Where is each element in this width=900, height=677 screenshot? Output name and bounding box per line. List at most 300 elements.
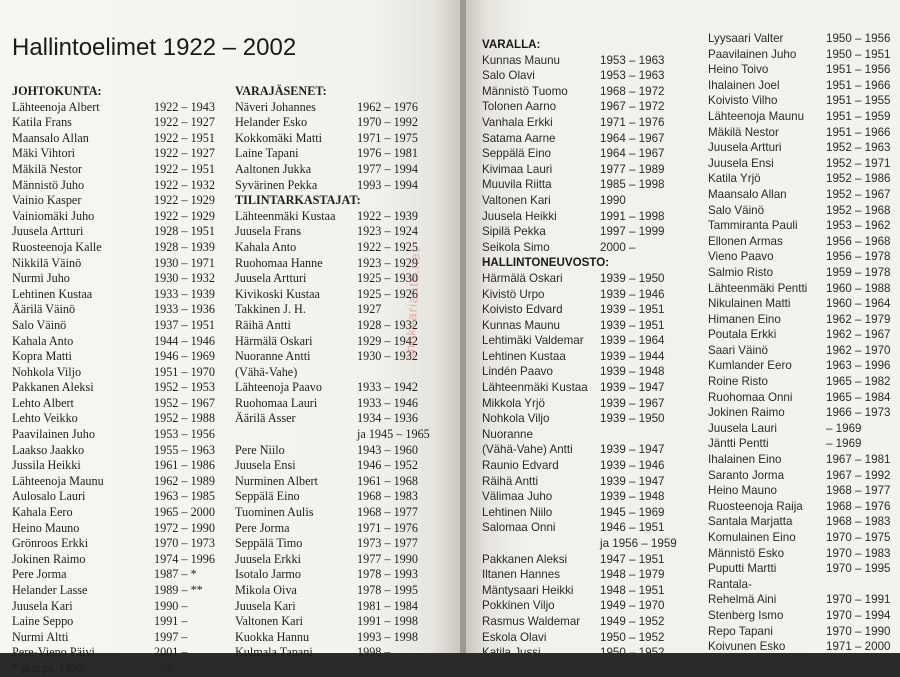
member-name: Sipilä Pekka xyxy=(482,225,546,239)
member-years: 1967 – 1981 xyxy=(826,453,891,467)
member-years: 1939 – 1948 xyxy=(600,490,665,504)
member-years: 1968 – 1977 xyxy=(357,505,418,520)
member-years: 1953 – 1963 xyxy=(600,53,665,67)
member-years: 1990 xyxy=(600,193,626,207)
member-row xyxy=(235,287,460,303)
member-name: Kulmala Tapani xyxy=(235,645,313,660)
member-years: 1993 – 1998 xyxy=(357,629,418,644)
member-row xyxy=(708,625,900,641)
member-name: Rantala- xyxy=(708,577,752,591)
member-years: 1939 – 1964 xyxy=(600,334,665,348)
member-row xyxy=(12,302,232,318)
member-row xyxy=(482,69,697,85)
member-name: Ruosteenoja Raija xyxy=(708,499,803,513)
member-row xyxy=(482,506,697,522)
member-row xyxy=(482,194,697,210)
member-years: 1974 – 1996 xyxy=(154,551,215,566)
member-years: 1945 – 1969 xyxy=(600,505,665,519)
member-years: – 1969 xyxy=(826,421,862,435)
member-row xyxy=(482,490,697,506)
member-name: Seppälä Eino xyxy=(235,489,300,504)
member-name: Laine Seppo xyxy=(12,614,74,629)
member-row xyxy=(235,458,460,474)
member-name: Komulainen Eino xyxy=(708,531,796,544)
member-row xyxy=(235,349,460,365)
member-years: 1963 – 1985 xyxy=(154,489,215,504)
member-years: 1950 – 1951 xyxy=(826,47,891,61)
member-name: Tammiranta Pauli xyxy=(708,219,798,233)
member-name: Koivisto Edvard xyxy=(482,303,563,317)
member-years: 1952 – 1986 xyxy=(826,172,891,186)
member-row xyxy=(708,437,900,453)
member-row xyxy=(12,443,232,459)
member-row xyxy=(708,32,900,48)
member-years: 1965 – 1984 xyxy=(826,390,891,404)
member-name: Salo Väinö xyxy=(708,203,765,217)
member-years: 1930 – 1932 xyxy=(357,349,418,364)
member-years: 1949 – 1970 xyxy=(600,599,665,613)
member-row xyxy=(482,54,697,70)
member-years: 1922 – 1925 xyxy=(357,239,418,254)
member-years: 1968 – 1983 xyxy=(826,515,891,529)
member-row xyxy=(482,646,697,662)
member-years: 1968 – 1972 xyxy=(600,84,665,98)
member-row xyxy=(482,381,697,397)
member-name: Kunnas Maunu xyxy=(482,318,560,332)
member-row xyxy=(708,250,900,266)
member-name: Koivisto Vilho xyxy=(708,94,778,108)
member-years: 1939 – 1951 xyxy=(600,318,665,332)
member-years: 1939 – 1967 xyxy=(600,396,665,410)
member-name: Nikkilä Väinö xyxy=(12,255,82,270)
member-name: Kopra Matti xyxy=(12,349,72,364)
member-years: 1977 – 1989 xyxy=(600,162,665,176)
member-name: Lehtimäki Valdemar xyxy=(482,334,584,348)
member-name: Lähteenmäki Pentti xyxy=(708,281,808,295)
member-row xyxy=(235,256,460,272)
member-name: Juusela Kari xyxy=(235,598,296,613)
member-name: Ruohomaa Onni xyxy=(708,390,793,404)
member-name: Mäkilä Nestor xyxy=(708,125,779,139)
member-name: Pere-Vieno Päivi xyxy=(12,645,95,660)
member-years: 1933 – 1942 xyxy=(357,380,418,395)
member-name: Pakkanen Aleksi xyxy=(12,380,94,395)
member-name: Kahala Anto xyxy=(235,239,297,254)
member-years: 1925 – 1930 xyxy=(357,271,418,286)
member-row xyxy=(235,131,460,147)
page-title: Hallintoelimet 1922 – 2002 xyxy=(12,34,297,61)
member-name: Heino Toivo xyxy=(708,63,769,77)
member-name: Mäntysaari Heikki xyxy=(482,583,574,597)
member-name: Ruosteenoja Kalle xyxy=(12,239,102,254)
member-name: Kuokka Hannu xyxy=(235,629,310,644)
member-years: 1922 – 1951 xyxy=(154,161,215,176)
member-name: Pere Jorma xyxy=(235,520,290,535)
member-years: 1948 – 1979 xyxy=(600,568,665,582)
member-row xyxy=(708,406,900,422)
member-name: Pokkinen Viljo xyxy=(482,599,555,613)
member-name: Maansalo Allan xyxy=(12,130,89,145)
member-row xyxy=(12,224,232,240)
member-row xyxy=(12,661,232,677)
member-name: Vainio Kasper xyxy=(12,193,82,208)
member-years: 1955 – 1963 xyxy=(154,442,215,457)
member-name: Lehtinen Kustaa xyxy=(12,286,93,301)
member-row xyxy=(235,396,460,412)
member-name: Nohkola Viljo xyxy=(12,364,82,379)
member-row xyxy=(482,631,697,647)
member-row xyxy=(708,313,900,329)
member-years: 1966 – 1973 xyxy=(826,406,891,420)
member-name: Salomaa Onni xyxy=(482,521,556,535)
member-name: Juusela Heikki xyxy=(482,209,557,223)
member-name: Jokinen Raimo xyxy=(12,551,86,566)
member-row xyxy=(482,210,697,226)
member-name: Aaltonen Jukka xyxy=(235,161,312,176)
member-years: 1962 – 1989 xyxy=(154,473,215,488)
section-heading-label: VARAJÄSENET: xyxy=(235,84,327,98)
member-name: Helander Esko xyxy=(235,115,308,130)
member-row xyxy=(482,303,697,319)
section-heading xyxy=(12,84,232,100)
member-row xyxy=(482,178,697,194)
member-name: Näveri Johannes xyxy=(235,99,316,114)
member-years: 1948 – 1951 xyxy=(600,583,665,597)
member-years: 1970 – 1992 xyxy=(357,115,418,130)
member-years: 1977 – 1990 xyxy=(357,551,418,566)
member-years: 1970 – 1975 xyxy=(826,531,891,544)
member-years: 1925 – 1926 xyxy=(357,286,418,301)
member-years: 1939 – 1948 xyxy=(600,365,665,379)
member-name: Seikola Simo xyxy=(482,240,550,254)
member-row xyxy=(708,297,900,313)
member-row xyxy=(235,178,460,194)
member-years: 1922 – 1932 xyxy=(154,177,215,192)
member-name: Lehtinen Kustaa xyxy=(482,349,566,363)
member-name: Ellonen Armas xyxy=(708,234,783,248)
member-years: 1970 – 1973 xyxy=(154,536,215,551)
member-years: 1951 – 1970 xyxy=(154,364,215,379)
member-row xyxy=(708,328,900,344)
member-years: 1943 – 1960 xyxy=(357,442,418,457)
member-row xyxy=(482,615,697,631)
member-name: Seppälä Eino xyxy=(482,147,551,161)
member-name: Mäkilä Nestor xyxy=(12,161,83,176)
member-name: Kivikoski Kustaa xyxy=(235,286,320,301)
member-years: 1968 – 1977 xyxy=(826,484,891,498)
member-years: 1961 – 1986 xyxy=(154,458,215,473)
member-row xyxy=(482,521,697,537)
member-years: 1933 – 1946 xyxy=(357,395,418,410)
member-years: 1934 – 1936 xyxy=(357,411,418,426)
member-row xyxy=(235,645,460,661)
member-row xyxy=(482,397,697,413)
member-name: Juusela Erkki xyxy=(235,551,302,566)
member-row xyxy=(482,662,697,677)
member-row xyxy=(235,443,460,459)
member-years: 1968 – 1983 xyxy=(357,489,418,504)
member-years: 1939 – 1950 xyxy=(600,412,665,426)
member-years: 1923 – 1929 xyxy=(357,255,418,270)
member-name: Repo Tapani xyxy=(708,624,773,638)
member-name: Räihä Antti xyxy=(482,474,539,488)
member-years: 1922 – 1951 xyxy=(154,130,215,145)
member-row xyxy=(482,319,697,335)
member-row xyxy=(12,271,232,287)
member-years: 1939 – 1947 xyxy=(600,474,665,488)
watermark-text: antikvariaatti.net xyxy=(402,247,423,361)
member-years: 1922 – 1929 xyxy=(154,208,215,223)
member-row xyxy=(12,349,232,365)
member-row xyxy=(235,334,460,350)
member-years: 1991 – xyxy=(154,614,188,629)
member-row xyxy=(12,115,232,131)
member-name: Tuominen Aulis xyxy=(235,505,314,520)
member-years: 1953 – 1962 xyxy=(826,219,891,233)
member-row xyxy=(12,521,232,537)
hallintoneuvosto-column xyxy=(708,32,900,671)
member-row xyxy=(12,318,232,334)
member-name: Räihä Antti xyxy=(235,317,291,332)
member-name: (Vähä-Vahe) Antti xyxy=(482,443,573,457)
member-years: 1971 – 1975 xyxy=(357,130,418,145)
member-row xyxy=(235,505,460,521)
member-years: 1956 – 1978 xyxy=(826,250,891,264)
varajasenet-column xyxy=(235,84,460,661)
member-years: 1952 – 1963 xyxy=(826,141,891,155)
member-name: Iltanen Hannes xyxy=(482,568,560,582)
member-row xyxy=(708,484,900,500)
member-row xyxy=(12,458,232,474)
member-name: Lähteenoja Albert xyxy=(12,99,100,114)
member-name: Pere Jorma xyxy=(12,567,67,582)
member-row xyxy=(708,204,900,220)
member-row xyxy=(12,489,232,505)
member-row xyxy=(482,350,697,366)
member-name: Salo Olavi xyxy=(482,69,535,83)
member-years: 1997 – xyxy=(154,629,188,644)
member-row xyxy=(235,224,460,240)
member-years: 1939 – 1947 xyxy=(600,381,665,395)
member-name: Männistö Juho xyxy=(12,177,85,192)
member-row xyxy=(482,241,697,257)
member-name: Lehtojoki Eino xyxy=(482,661,555,675)
member-name: Seppälä Timo xyxy=(235,536,303,551)
member-name: Valtonen Kari xyxy=(482,193,551,207)
member-name: Juusela Ensi xyxy=(708,156,774,170)
member-years: 1951 – 1956 xyxy=(826,63,891,77)
member-row xyxy=(235,536,460,552)
member-name: Vainiomäki Juho xyxy=(12,208,95,223)
member-years: 1922 – 1927 xyxy=(154,115,215,130)
section-heading-label: TILINTARKASTAJAT: xyxy=(235,193,361,208)
member-years: —> xyxy=(154,660,174,675)
member-row xyxy=(235,614,460,630)
member-row xyxy=(235,380,460,396)
member-row xyxy=(235,162,460,178)
member-row xyxy=(482,132,697,148)
member-name: Poutala Erkki xyxy=(708,328,777,342)
member-row xyxy=(708,141,900,157)
member-name: Juusela Artturi xyxy=(235,271,307,286)
member-name: Lehtinen Niilo xyxy=(482,505,553,519)
member-name: Lindén Paavo xyxy=(482,365,553,379)
member-name: Nurminen Albert xyxy=(235,473,318,488)
member-name: Laine Tapani xyxy=(235,146,299,161)
member-name: Mikkola Yrjö xyxy=(482,396,545,410)
member-years: 1991 – 1998 xyxy=(357,614,418,629)
member-name: Nurmi Juho xyxy=(12,271,70,286)
member-name: Aulosalo Lauri xyxy=(12,489,86,504)
member-row xyxy=(482,225,697,241)
member-years: 1965 – 2000 xyxy=(154,505,215,520)
member-name: Paavilainen Juho xyxy=(708,47,797,61)
member-row xyxy=(482,163,697,179)
member-name: Nurmi Altti xyxy=(12,629,69,644)
member-years: 1951 – 1966 xyxy=(826,78,891,92)
member-name: Grönroos Erkki xyxy=(12,536,89,551)
member-name: Lähteenmäki Kustaa xyxy=(235,208,336,223)
member-years: 1922 – 1943 xyxy=(154,99,215,114)
member-row xyxy=(482,428,697,444)
member-years: 1952 – 1953 xyxy=(154,380,215,395)
member-row xyxy=(12,630,232,646)
member-name: Lehto Albert xyxy=(12,395,74,410)
member-years: 1985 – 1998 xyxy=(600,178,665,192)
member-name: Lähteenmäki Kustaa xyxy=(482,381,588,395)
member-row xyxy=(482,116,697,132)
section-heading-label: VARALLA: xyxy=(482,38,541,51)
member-years: 1961 – 1968 xyxy=(357,473,418,488)
member-row xyxy=(708,110,900,126)
member-row xyxy=(235,427,460,443)
member-row xyxy=(708,375,900,391)
member-years: 1928 – 1932 xyxy=(357,317,418,332)
member-years: 1998 – xyxy=(357,645,391,660)
member-row xyxy=(482,599,697,615)
member-name: Helander Lasse xyxy=(12,583,88,597)
member-years: ja 1945 – 1965 xyxy=(357,427,430,442)
member-years: 1991 – 1998 xyxy=(600,209,665,223)
member-years: 1971 – 2000 xyxy=(826,640,891,654)
member-name: Pere Niilo xyxy=(235,442,285,457)
member-years: 1978 – 1995 xyxy=(357,583,418,597)
member-row xyxy=(12,193,232,209)
member-years: 1922 – 1927 xyxy=(154,146,215,161)
member-row xyxy=(708,266,900,282)
member-row xyxy=(708,547,900,563)
member-row xyxy=(12,162,232,178)
member-years: 1933 – 1939 xyxy=(154,286,215,301)
member-row xyxy=(235,302,460,318)
member-years: 1970 – 1991 xyxy=(826,593,891,607)
member-name: Koivunen Esko xyxy=(708,640,786,654)
member-years: 1928 – 1939 xyxy=(154,239,215,254)
member-row xyxy=(12,583,232,599)
member-row xyxy=(708,63,900,79)
member-name: Puputti Martti xyxy=(708,562,777,576)
member-years: 1929 – 1942 xyxy=(357,333,418,348)
member-name: Kokkomäki Matti xyxy=(235,130,322,145)
member-name: Kivistö Urpo xyxy=(482,287,545,301)
member-row xyxy=(708,344,900,360)
member-row xyxy=(708,282,900,298)
member-row xyxy=(708,219,900,235)
member-years: 1952 – 1988 xyxy=(154,411,215,426)
member-row xyxy=(708,469,900,485)
member-row xyxy=(482,334,697,350)
member-years: 1939 – 1951 xyxy=(600,303,665,317)
member-years: 1970 – 1983 xyxy=(826,546,891,560)
member-name: Muuvila Riitta xyxy=(482,178,552,192)
member-years: 1971 – 1976 xyxy=(600,115,665,129)
member-years: ja 1956 – 1959 xyxy=(600,537,677,550)
member-years: 1923 – 1924 xyxy=(357,224,418,239)
member-years: 1990 – xyxy=(154,598,188,613)
member-years: 1956 – 1968 xyxy=(826,234,891,248)
member-name: Laakso Jaakko xyxy=(12,442,85,457)
member-row xyxy=(12,427,232,443)
member-row xyxy=(708,126,900,142)
member-row xyxy=(12,240,232,256)
member-name: Härmälä Oskari xyxy=(482,271,563,285)
member-row xyxy=(12,365,232,381)
member-name: Katila Yrjö xyxy=(708,172,761,186)
section-heading xyxy=(482,38,697,54)
member-name: Jussila Heikki xyxy=(12,458,81,473)
member-name: Juusela Frans xyxy=(235,224,302,239)
member-name: Kunnas Maunu xyxy=(482,53,560,67)
member-name: Saranto Jorma xyxy=(708,468,785,482)
member-years: 1952 – 1967 xyxy=(826,187,891,201)
member-years: 1946 – 1969 xyxy=(154,349,215,364)
member-row xyxy=(12,256,232,272)
member-years: 1944 – 1946 xyxy=(154,333,215,348)
member-row xyxy=(12,411,232,427)
member-row xyxy=(482,288,697,304)
member-row xyxy=(12,178,232,194)
member-years: 1952 – 1968 xyxy=(826,203,891,217)
member-years: 1987 – * xyxy=(154,567,197,582)
member-years: 1993 – 1994 xyxy=(357,177,418,192)
section-heading xyxy=(235,84,460,100)
member-years: 2000 – xyxy=(600,240,636,254)
member-row xyxy=(235,365,460,381)
member-name: * jk:n pj. 1990 xyxy=(12,660,84,675)
member-name: Maansalo Allan xyxy=(708,187,787,201)
member-years: 1947 – 1951 xyxy=(600,552,665,566)
member-name: Juusela Kari xyxy=(12,598,73,613)
member-row xyxy=(235,521,460,537)
member-row xyxy=(12,380,232,396)
member-years: 1951 – 1959 xyxy=(826,109,891,123)
member-row xyxy=(12,536,232,552)
member-years: 1937 – 1951 xyxy=(154,317,215,332)
member-name: Kahala Anto xyxy=(12,333,74,348)
member-row xyxy=(708,453,900,469)
member-years: 1946 – 1951 xyxy=(600,521,665,535)
section-heading-label: JOHTOKUNTA: xyxy=(12,84,102,98)
member-row xyxy=(482,272,697,288)
member-name: Satama Aarne xyxy=(482,131,556,145)
member-years: 1972 – 1990 xyxy=(154,520,215,535)
member-years: 1951 – 1966 xyxy=(826,125,891,139)
member-years: 1930 – 1932 xyxy=(154,271,215,286)
member-row xyxy=(12,567,232,583)
member-row xyxy=(482,584,697,600)
varalla-column xyxy=(482,38,697,677)
member-row xyxy=(235,209,460,225)
